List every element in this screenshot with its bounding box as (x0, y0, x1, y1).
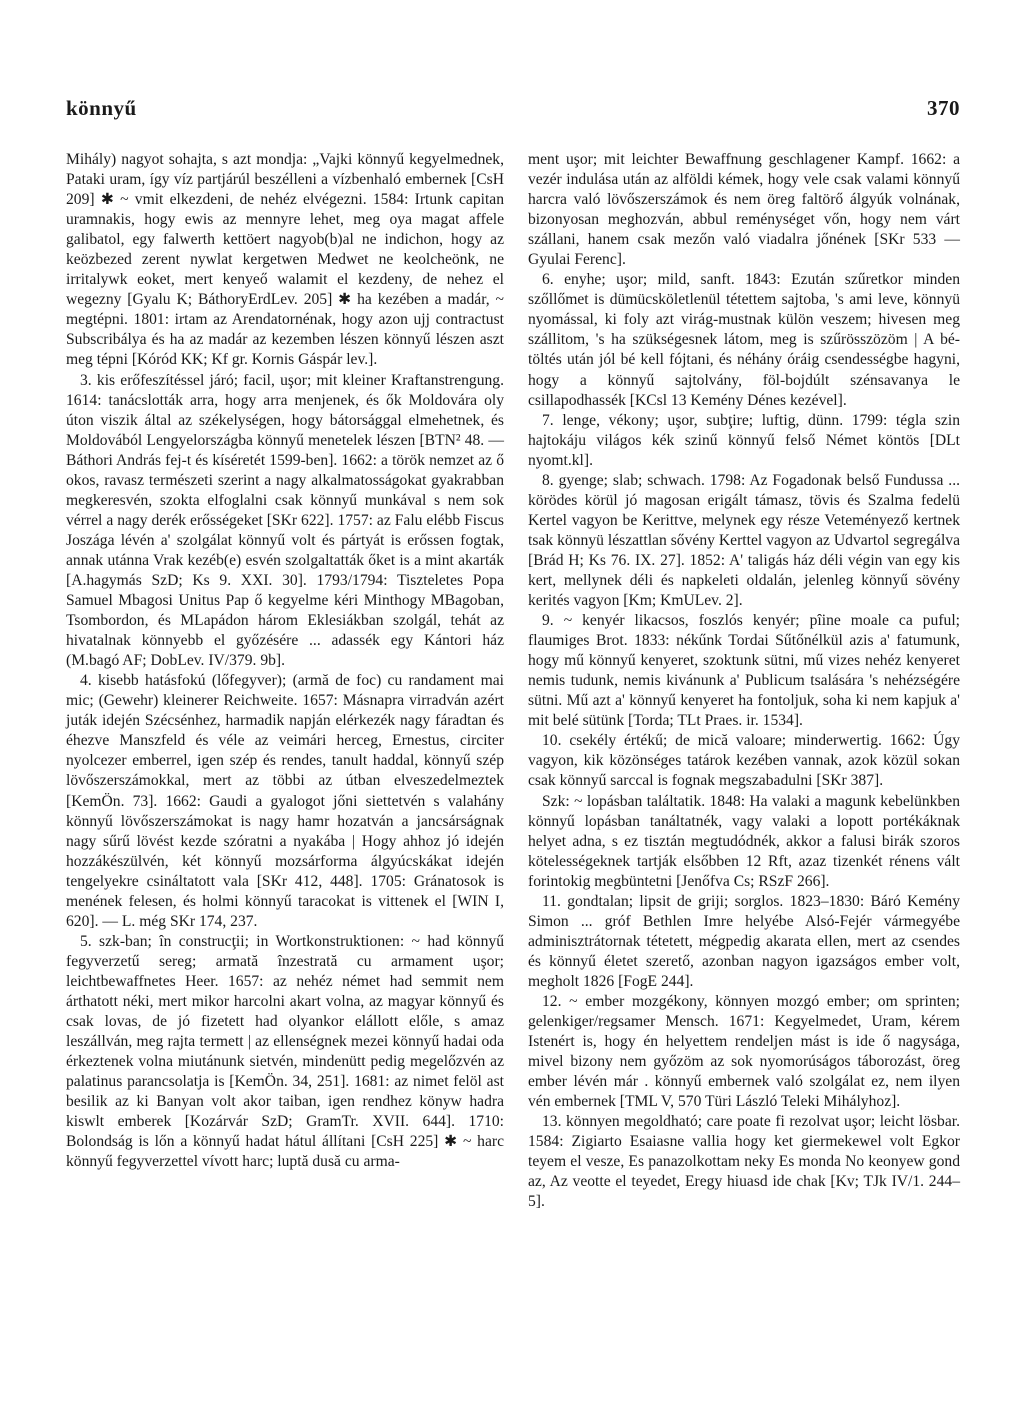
sense-10-paragraph: 10. csekély értékű; de mică valoare; minderwertig. 1662: Úgy vagyon, kik közönséges tatárok kezében vannak, azok közül sokan csak könnyű sarccal is fognak megszabadulni [SKr 387]. (528, 732, 960, 790)
phrase-paragraph: Szk: ~ lopásban találtatik. 1848: Ha valaki a magunk kebelünkben könnyű lopásban tanáltatnék, vagy valaki a lopott portékáknak helyet adna, s ez tisztán megtudódnék, akkor a falusi birák szoros kötelességeknek tartják elsőbben 12 Rft, azaz tizenkét rénens vált forintokig megbüntetni [Jenőfva Cs; RSzF 266]. (528, 792, 960, 890)
right-column (528, 150, 960, 1212)
sense-9-paragraph: 9. ~ kenyér likacsos, foszlós kenyér; pîine moale ca puful; flaumiges Brot. 1833: nékűnk Tordai Sűtőnélkül azis a' fatumunk, hogy mű könnyű kenyeret, szoktunk sütni, mű vizes nehéz kenyeret nemis tudunk, nemis kivánunk a' Publicum tsalására 's nehézségére sütni. Mű azt a' könnyű kenyeret ha fontoljuk, soha ki nem kapjuk a' mit belé sütünk [Torda; TLt Praes. ir. 1534]. (528, 612, 960, 730)
sense-4-paragraph: 4. kisebb hatásfokú (lőfegyver); (armă de foc) cu randament mai mic; (Gewehr) kleinerer Reichweite. 1657: Másnapra virradván azért juták idején Szécsénhez, harmadik napján elérkezék nagy fáradtan és éhezve Manszfeld és véle az veimári herceg, Ernestus, circiter nyolcezer emberrel, igen szép és rendes, tanult haddal, könnyű szép lövőszerszámokkal, mert az többi az útban elveszedelmeztek [KemÖn. 73]. 1662: Gaudi a gyalogot jőni siettetvén s valahány könnyű lövőszerszámokat is nagy hamr hozatván a jancsárságnak nagy sűrű lövést kezde szóratni a nyakába | Hogy ahhoz jó idején hozzákészülvén, két könnyű mozsárforma álgyúcskákat idején tengelyekre csináltatott vala [SKr 412, 448]. 1705: Gránatosok is menének felesen, és holmi könnyű taracokat is vittenek el [WIN I, 620]. — L. még SKr 174, 237. (66, 672, 504, 930)
entry-paragraph: ment uşor; mit leichter Bewaffnung geschlagener Kampf. 1662: a vezér indulása után az alföldi kémek, hogy vele csak valami könnyű harcra való lövőszerszámok és nem öreg faltörő álgyúk volnának, bizonyosan meghozván, abbul reménységet vőn, hogy nem várt szállani, hanem csak mezőn való viadalra jőnének [SKr 533 — Gyulai Ferenc]. (528, 151, 960, 269)
page-number: 370 (927, 96, 960, 120)
left-column (66, 150, 504, 1172)
entry-paragraph: Mihály) nagyot sohajta, s azt mondja: „Vajki könnyű kegyelmednek, Pataki uram, így víz partjárúl beszélleni a vízbenhaló embernek [CsH 209] ✱ ~ vmit elkezdeni, de nehéz elvégezni. 1584: Irtunk capitan uramnakis, hogy ewis az mennyre lehet, meg oya magat affele galibatol, egy falwerth kettöert nagyob(b)al ne indichon, hogy az keözbezed zerent nywlat kergetwen Medwet ne keolcheönk, ne irritalywk eoket, mert kenyeő walamit el kezdeny, de nehez el wegezny [Gyalu K; BáthoryErdLev. 205] ✱ ha kezében a madár, ~ megtépni. 1801: irtam az Arendatornénak, hogy azon ujj contractust Subscribálya és ha az madár az kezemben lészen könnyű lészen aszt meg tépni [Kóród KK; Kf gr. Kornis Gáspár lev.]. (66, 151, 504, 369)
sense-11-paragraph: 11. gondtalan; lipsit de griji; sorglos. 1823–1830: Báró Kemény Simon ... gróf Bethlen Imre helyébe Alsó-Fejér vármegyébe adminisztrátornak tétetett, mégpedig akarata ellen, mert az csendes és könnyű életet szerető, azonban nagyon igazságos ember volt, megholt 1826 [FogE 244]. (528, 892, 960, 990)
running-headword: könnyű (66, 96, 137, 120)
sense-3-paragraph: 3. kis erőfeszítéssel járó; facil, uşor; mit kleiner Kraftanstrengung. 1614: tanácslották arra, hogy arra menjenek, és ők Moldovára oly úton viszik által az székelységen, hogy bátorsággal elmehetnek, és Moldovából Lengyelországba könnyű menetelek lészen [BTN² 48. — Báthori András fej-t és kíséretét 1599-ben]. 1662: a török nemzet az ő okos, ravasz természeti szerint a nagy alkalmatosságokat gyakrabban megkeresvén, szokta elfoglalni csak könnyű munkával s nem sok vérrel a nagy derék erősségeket [SKr 622]. 1757: az Falu elébb Fiscus Joszága lévén a' szolgálat könnyű volt és pártyát is erőssen fogtak, annak utánna Vrak kezéb(e) esvén szolgaltatták őket is a mint akarták [A.hagymás SzD; Ks 9. XXI. 30]. 1793/1794: Tiszteletes Popa Samuel Mbagosi Unitus Pap ő kegyelme kéri Minthogy MBagoban, Tsombordon, és MLapádon három Eklesiákban szolgál, tehát az hivatalnak könnyebb el győzésére ... adassék egy Kántori ház (M.bagó AF; DobLev. IV/379. 9b]. (66, 371, 504, 670)
sense-6-paragraph: 6. enyhe; uşor; mild, sanft. 1843: Ezután szűretkor minden szőllőmet is dümücsköletlenül tétettem sajtoba, 's ami leve, könnyü nyomással, ki foly azt virág-mustnak külön veszem; hivesen meg szállitom, 's ha szükségesnek látom, meg is szűrösszözöm | A bé-töltés után jól bé kell fójtani, és néhány óráig csendességbe hagyni, hogy a könnyű sajtolvány, föl-bojdúlt szénsavanya le csillapodhassék [KCsl 13 Kemény Dénes kezével]. (528, 271, 960, 409)
sense-7-paragraph: 7. lenge, vékony; uşor, subţire; luftig, dünn. 1799: tégla szin hajtokáju világos kék szinű könnyű felső Német köntös [DLt nyomt.kl]. (528, 411, 960, 469)
sense-5-paragraph: 5. szk-ban; în construcţii; in Wortkonstruktionen: ~ had könnyű fegyverzetű sereg; armată înzestrată cu armament uşor; leichtbewaffnetes Heer. 1657: az nehéz német had semmit nem árthatott néki, mert mikor harcolni akart volna, az magyar könnyű és csak lovas, de jó fizetett had olyankor elállott előle, s amaz leszállván, meg rajta termett | az ellenségnek mezei könnyű hadai oda érkeztenek volna miutánunk sietvén, mindenütt pedig megelőzvén az palatinus parancsolatja is [KemÖn. 34, 251]. 1681: az nimet felöl ast besilik az ki Banyan volt akor taiban, igen rendhez könyw hadra kiswlt emberek [Kozárvár SzD; GramTr. XVII. 644]. 1710: Bolondság is lőn a könnyű hadat hátul állítani [CsH 225] ✱ ~ harc könnyű fegyverzettel vívott harc; luptă dusă cu arma- (66, 932, 504, 1171)
sense-12-paragraph: 12. ~ ember mozgékony, könnyen mozgó ember; om sprinten; gelenkiger/regsamer Mensch. 1671: Kegyelmedet, Uram, kérem Istenért is, hogy én helyettem rendeljen mást is ide ő nagysága, mivel bizony nem győzöm az sok nyomorúságos táborozást, öreg ember lévén már . könnyű embernek való szolgálat ez, nem ilyen vén embernek [TML V, 570 Türi László Teleki Mihályhoz]. (528, 992, 960, 1111)
sense-13-paragraph: 13. könnyen megoldható; care poate fi rezolvat uşor; leicht lösbar. 1584: Zigiarto Esaiasne vallia hogy ket giermekewel volt Egkor teyem el vesze, Es panazolkottam neky Es monda No keonyew gond az, Az veotte el teyedet, Eregy hiuasd ide chak [Kv; TJk IV/1. 244–5]. (528, 1113, 960, 1211)
sense-8-paragraph: 8. gyenge; slab; schwach. 1798: Az Fogadonak belső Fundussa ... körödes körül jó magosan erigált támasz, tövis és Szalma fedelü Kertel vagyon be Kerittve, melynek egy része Veteményező kertnek tsak könnyü lészattlan sővény Kerttel vagyon az Udvartol segregálva [Brád H; Ks 76. IX. 27]. 1852: A' taligás ház déli végin van egy kis kert, mellynek déli és napkeleti oldalán, jelenleg könnyű sövény kerités vagyon [Km; KmULev. 2]. (528, 471, 960, 610)
page-header (66, 96, 960, 121)
